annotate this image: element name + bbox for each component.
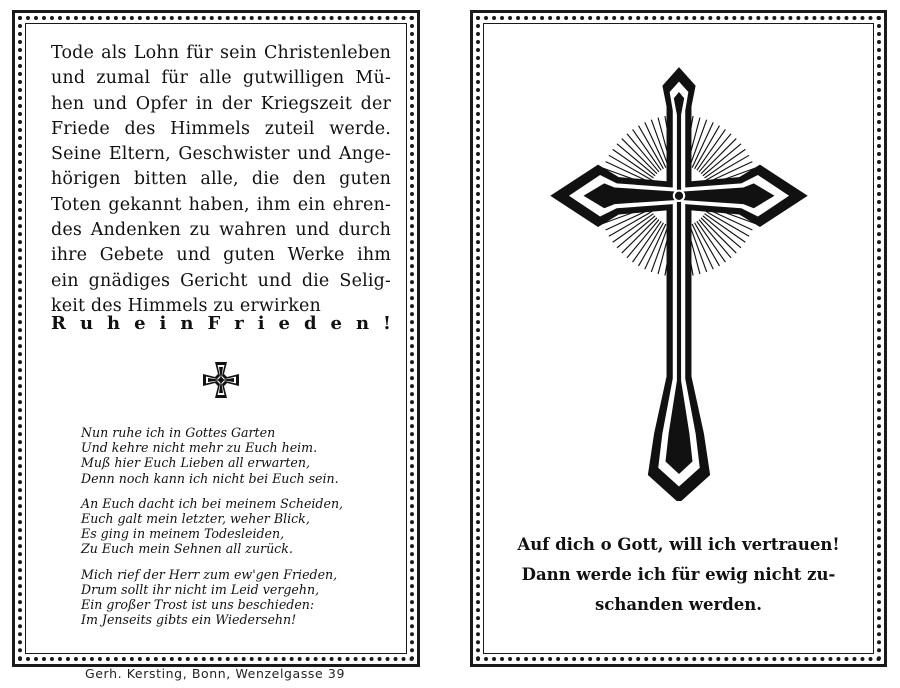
rip-letter: i xyxy=(159,313,167,334)
rip-letter: n xyxy=(180,313,194,334)
motto-line: schanden werden. xyxy=(595,595,762,614)
printer-imprint: Gerh. Kersting, Bonn, Wenzelgasse 39 xyxy=(84,666,346,681)
rip-letter: e xyxy=(278,313,290,334)
rip-letter: F xyxy=(207,313,221,334)
text-line: ihre Gebete und guten Werke ihm xyxy=(51,245,391,266)
rip-letter: u xyxy=(79,313,94,334)
poem-line: Mich rief der Herr zum ew'gen Frieden, xyxy=(81,566,338,582)
text-line: Seine Eltern, Geschwister und Ange- xyxy=(51,144,391,165)
memorial-text xyxy=(51,41,391,319)
rip-letter: d xyxy=(303,313,317,334)
motto-line: Auf dich o Gott, will ich vertrauen! xyxy=(517,535,840,554)
poem-line: Muß hier Euch Lieben all erwarten, xyxy=(81,455,310,471)
poem-line: Zu Euch mein Sehnen all zurück. xyxy=(81,541,293,557)
poem-line: Es ging in meinem Todesleiden, xyxy=(81,526,285,542)
poem-line: Euch galt mein letzter, weher Blick, xyxy=(81,511,310,527)
text-line: ein gnädiges Gericht und die Selig- xyxy=(51,270,391,291)
text-line: Tode als Lohn für sein Christenleben xyxy=(51,43,391,63)
poem-line: Denn noch kann ich nicht bei Euch sein. xyxy=(81,470,339,486)
poem-line: Ein großer Trost ist uns beschieden: xyxy=(81,597,315,613)
rip-letter: e xyxy=(330,313,342,334)
text-line: Toten gekannt haben, ihm ein ehren- xyxy=(51,194,391,215)
poem-line: Und kehre nicht mehr zu Euch heim. xyxy=(81,440,318,456)
text-line: des Andenken zu wahren und durch xyxy=(51,220,391,241)
rip-letter: h xyxy=(107,313,121,334)
rip-letter: ! xyxy=(383,313,391,334)
text-line: hen und Opfer in der Kriegszeit der xyxy=(51,93,391,114)
rip-letter: e xyxy=(134,313,146,334)
poem-line: An Euch dacht ich bei meinem Scheiden, xyxy=(81,495,344,511)
poem-line: Nun ruhe ich in Gottes Garten xyxy=(81,425,276,440)
left-card xyxy=(12,10,420,667)
poem xyxy=(81,425,391,637)
iron-cross-icon xyxy=(199,358,243,402)
poem-line: Im Jenseits gibts ein Wiedersehn! xyxy=(81,612,297,628)
motto xyxy=(493,530,864,620)
rip-letter: i xyxy=(257,313,265,334)
poem-stanza xyxy=(81,425,391,486)
text-line: Friede des Himmels zuteil werde. xyxy=(51,118,391,139)
radiant-cross-icon xyxy=(548,65,810,501)
poem-stanza xyxy=(81,567,391,628)
text-line: keit des Himmels zu erwirken xyxy=(51,295,321,316)
text-line: und zumal für alle gutwilligen Mü- xyxy=(51,68,391,89)
poem-stanza xyxy=(81,496,391,557)
motto-line: Dann werde ich für ewig nicht zu- xyxy=(521,565,836,584)
right-card xyxy=(470,10,887,667)
poem-line: Drum sollt ihr nicht im Leid vergehn, xyxy=(81,581,320,597)
rip-letter: R xyxy=(51,313,66,334)
rip-letter: n xyxy=(355,313,370,334)
text-line: hörigen bitten alle, die den guten xyxy=(51,169,391,190)
rip-letter: r xyxy=(234,313,244,334)
rest-in-peace-line xyxy=(51,313,391,334)
